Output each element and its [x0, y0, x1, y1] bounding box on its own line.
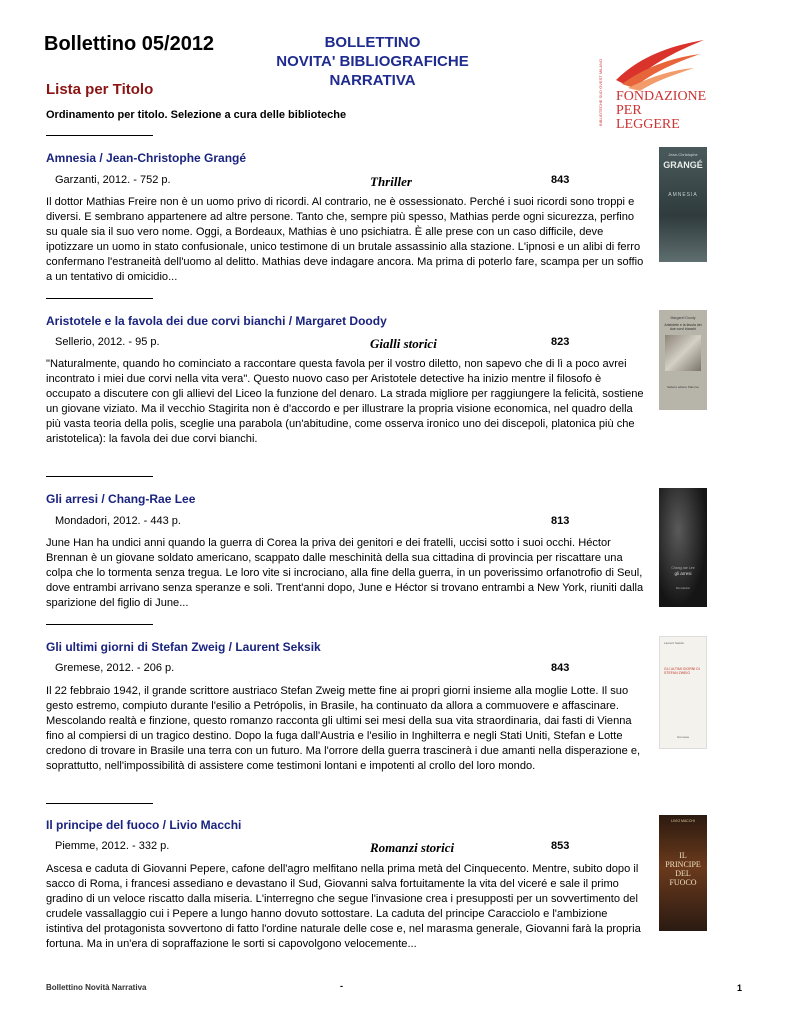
footer-left: Bollettino Novità Narrativa — [46, 983, 147, 992]
book-publisher: Gremese, 2012. - 206 p. — [55, 662, 175, 674]
book-description: Il dottor Mathias Freire non è un uomo privo di ricordi. Al contrario, ne è ossessionato. Perché i suoi ricordi sono troppi e diversi. E sembrano appartenere ad altre persone. Tanto che, sempre più spesso, Mathias perde ogni sicurezza, perfino su quale sia il suo vero nome. Oggi, a Bordeaux, Mathias è uno psichiatra. È alle prese con un caso difficile, deve ipotizzare un uomo in stato confusionale, unico testimone di un brutale assassinio alla stazione. L'ipnosi e un alibi di ferro confermano l'estraneità dell'uomo al delitto. Mathias deve indagare ancora. Ma prima di poterlo fare, scampa per un soffio a un tentativo di omicidio... — [46, 196, 644, 283]
separator-line — [46, 298, 153, 299]
book-description: June Han ha undici anni quando la guerra di Corea la priva dei genitori e dei fratelli, uccisi sotto i suoi occhi. Héctor Brennan è un giovane soldato americano, scappato dalle meschinità della sua cittadina di provincia per riscattare una colpa che lo tormenta senza tregua. Le loro vite si incrociano, alla fine della guerra, in un poverissimo orfanotrofio di Seul, dove entrambi arrivano senza speranze e soli. Trent'anni dopo, June e Héctor si trovano entrambi a New York, riuniti dalla sparizione del figlio di June... — [46, 537, 644, 609]
book-genre: Gialli storici — [370, 336, 437, 351]
book-cover: Chang-rae Lee gli arresi Mondadori — [659, 488, 707, 607]
book-cover: LIVIO MACCHI IL PRINCIPE DEL FUOCO — [659, 815, 707, 931]
book-cover: Laurent Seksik GLI ULTIMI GIORNI DI STEFAN ZWEIG Gremese — [659, 636, 707, 749]
header-center-title — [250, 33, 495, 90]
book-cover: Margaret Doody Aristotele e la favola dei due corvi bianchi Sellerio editore Palermo — [659, 310, 707, 410]
separator-line — [46, 476, 153, 477]
separator-line — [46, 135, 153, 136]
logo-swoosh-icon — [608, 38, 711, 93]
page-number: 1 — [737, 983, 743, 993]
book-title: Aristotele e la favola dei due corvi bianchi / Margaret Doody — [46, 314, 387, 328]
fondazione-logo — [598, 38, 707, 132]
logo-text: FONDAZIONE PER LEGGERE — [616, 89, 707, 132]
footer-separator: - — [340, 981, 343, 991]
logo-vertical-text: BIBLIOTECHE SUD OVEST MILANO — [598, 58, 603, 126]
book-publisher: Garzanti, 2012. - 752 p. — [55, 174, 171, 186]
subtitle: Ordinamento per titolo. Selezione a cura delle biblioteche — [46, 109, 347, 121]
book-publisher: Mondadori, 2012. - 443 p. — [55, 515, 181, 527]
book-title: Amnesia / Jean-Christophe Grangé — [46, 151, 247, 165]
list-title: Lista per Titolo — [46, 81, 154, 98]
book-title: Il principe del fuoco / Livio Macchi — [46, 818, 242, 832]
book-publisher: Sellerio, 2012. - 95 p. — [55, 336, 160, 348]
book-code: 853 — [551, 840, 570, 852]
book-cover: Jean-Christophe GRANGÉ AMNESIA — [659, 147, 707, 262]
book-code: 813 — [551, 515, 570, 527]
separator-line — [46, 624, 153, 625]
cover-image — [665, 335, 701, 371]
page-title: Bollettino 05/2012 — [44, 33, 215, 55]
book-code: 843 — [551, 174, 570, 186]
separator-line — [46, 803, 153, 804]
book-genre: Thriller — [370, 174, 412, 189]
book-description: Ascesa e caduta di Giovanni Pepere, cafone dell'agro melfitano nella prima metà del Cinquecento. Mentre, subito dopo il sacco di Roma, i francesi assediano e devastano il Sud, Giovanni salva fortuitamente la vita del viceré e sale il primo gradino di un veloce riscatto dalla miseria. L'interregno che segue l'invasione crea i presupposti per un sovvertimento del crudele vassallaggio cui i Pepere a lungo hanno dovuto sottostare. La caduta del principe Caracciolo e l'ambizione istintiva del protagonista sovvertono di fatto l'ordine naturale delle cose e, nel marasma generale, Giovanni farà la propria fortuna. Ma in un'era di sopraffazione le sorti si capovolgono velocemente... — [46, 863, 641, 950]
header-line-3: NARRATIVA — [329, 72, 416, 89]
book-title: Gli arresi / Chang-Rae Lee — [46, 492, 196, 506]
book-description: Il 22 febbraio 1942, il grande scrittore austriaco Stefan Zweig mette fine ai propri giorni insieme alla moglie Lotte. Il suo gesto estremo, compiuto durante l'esilio a Petrópolis, in Brasile, ha continuato da allora a commuovere e affascinare. Mescolando realtà e finzione, questo romanzo racconta gli ultimi sei mesi della sua vita straordinaria, dai fasti di Vienna fino al compiersi di un tragico destino. Dopo la fuga dall'Austria e l'esilio in Inghilterra e negli Stati Uniti, Stefan e Lotte credono di trovare in Brasile una terra con un futuro. Ma l'orrore della guerra trascinerà i due amanti nella disperazione e, soprattutto, nell'impossibilità di assistere come testimoni lontani e impotenti al crollo del loro mondo. — [46, 685, 641, 772]
book-code: 843 — [551, 662, 570, 674]
book-genre: Romanzi storici — [370, 840, 455, 855]
book-publisher: Piemme, 2012. - 332 p. — [55, 840, 170, 852]
header-line-2: NOVITA' BIBLIOGRAFICHE — [276, 53, 469, 70]
book-code: 823 — [551, 336, 570, 348]
book-title: Gli ultimi giorni di Stefan Zweig / Laurent Seksik — [46, 640, 321, 654]
book-description: "Naturalmente, quando ho cominciato a raccontare questa favola per il vostro diletto, non sapevo che di lì a poco avrei incontrato i miei due corvi nella vita vera". Questo nuovo caso per Aristotele detective ha inizio mentre il filosofo è occupato a discutere con gli allievi del Liceo la funzione del denaro. La strada migliore per raggiungere la felicità, sostiene un giovane viziato. Ma il vecchio Stagirita non è d'accordo e per illustrare la propria visione economica, nel quadro della più vasta teoria della polis, sceglie una parabola (un'abitudine, come osserva ironico uno dei discepoli, platonica più che aristotelica): la favola dei due corvi bianchi. — [46, 358, 644, 445]
header-line-1: BOLLETTINO — [324, 34, 421, 51]
